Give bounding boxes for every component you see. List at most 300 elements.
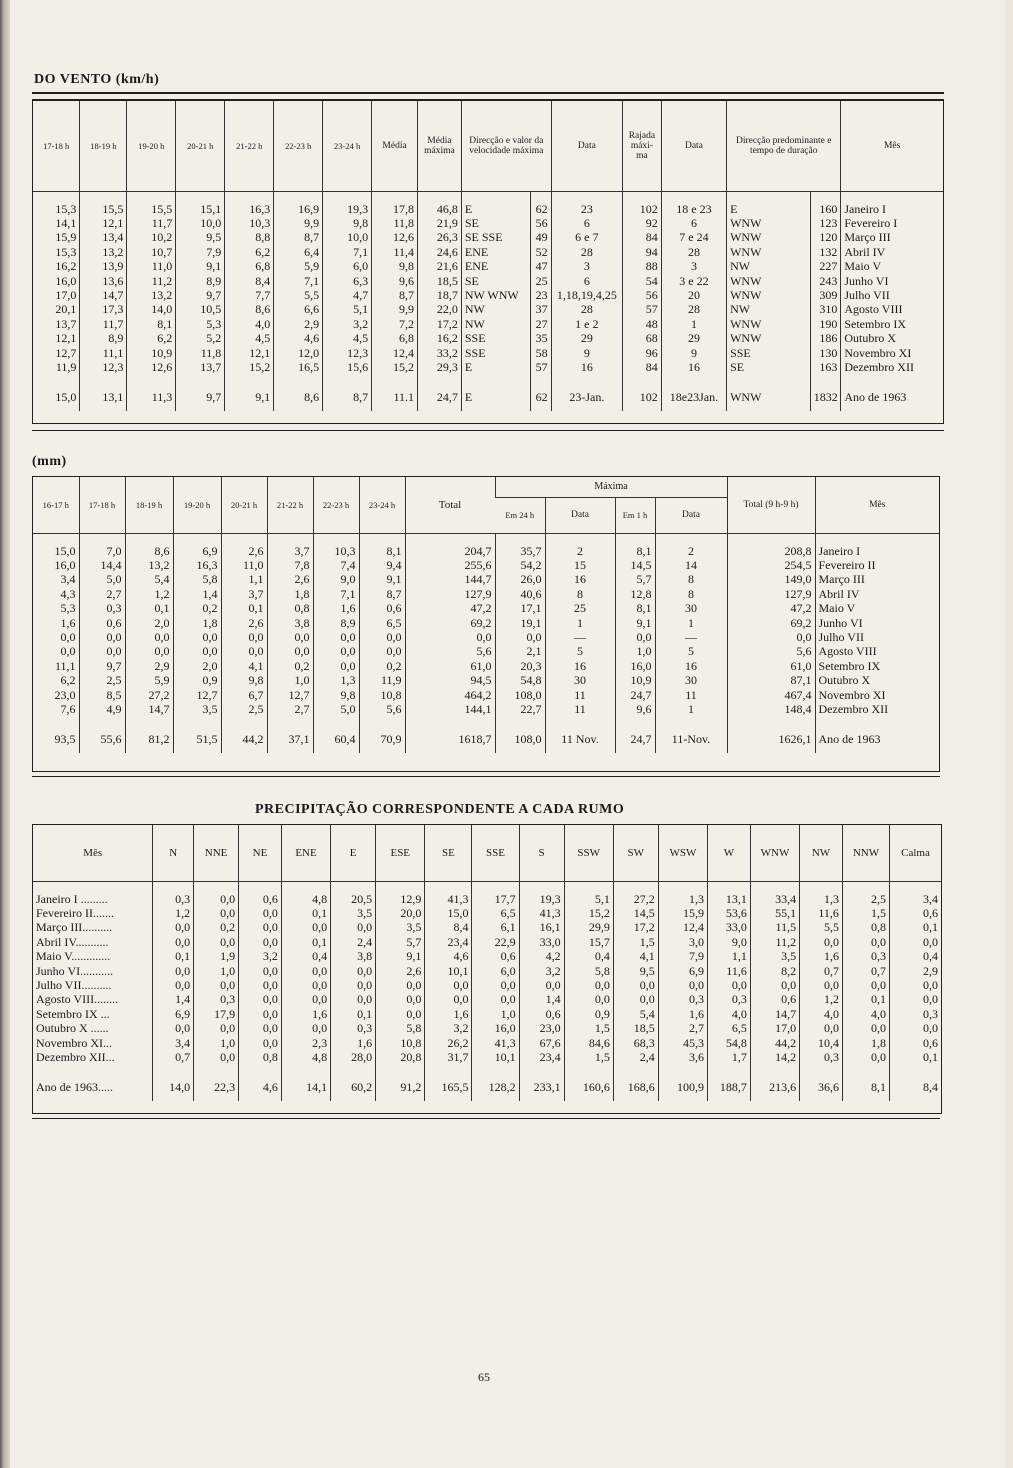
precip-cell: 0,0 [425, 992, 472, 1006]
rain-cell: 5,3 [60, 601, 76, 616]
rain-cell: 0,0 [359, 644, 405, 658]
precip-cell: 17,2 [613, 920, 658, 934]
precip-header-cell: ESE [376, 825, 425, 881]
rain-cell: 22,7 [495, 702, 545, 716]
precip-cell: 33,4 [750, 892, 799, 906]
precip-cell: 3,2 [519, 964, 564, 978]
wind-cell: 5,5 [274, 288, 323, 302]
precip-cell: 0,0 [842, 1050, 889, 1064]
precip-cell: 12,9 [376, 892, 425, 906]
precip-cell: 6,5 [472, 906, 519, 920]
spacer-cell [800, 1064, 843, 1074]
spacer-cell [531, 374, 551, 384]
wind-cell: 11,2 [127, 274, 176, 288]
wind-cell: 186 [810, 331, 841, 345]
rain-cell: Abril IV [815, 587, 939, 601]
precip-cell: Julho VII.......... [36, 977, 112, 992]
book-gutter [0, 0, 10, 1468]
wind-cell: 37 [531, 302, 551, 316]
rain-cell: 40,6 [495, 587, 545, 601]
wind-cell: 17,8 [372, 202, 418, 216]
rain-cell: 11 [545, 688, 615, 702]
spacer-cell [173, 716, 221, 726]
rain-cell: Julho VII [815, 630, 939, 644]
rain-cell: 1,0 [615, 644, 655, 658]
rain-cell: 14 [655, 558, 727, 572]
wind-cell: 19,3 [323, 202, 372, 216]
wind-cell: 28 [551, 302, 622, 316]
wind-cell: 22,0 [418, 302, 462, 316]
rain-cell: 3,4 [60, 572, 76, 587]
wind-cell: 4,0 [225, 317, 274, 331]
precip-cell: 0,0 [519, 978, 564, 992]
wind-cell: 9,8 [323, 216, 372, 230]
precip-cell: 0,0 [376, 992, 425, 1006]
rain-cell: 0,0 [313, 644, 359, 658]
wind-cell: 5,3 [176, 317, 225, 331]
precip-cell: 1,6 [281, 1007, 330, 1021]
spacer-cell [658, 1064, 707, 1074]
wind-header-cell: Direcção predominante e tempo de duração [727, 101, 841, 191]
precip-cell: 0,1 [281, 906, 330, 920]
precip-data-row [33, 964, 941, 978]
rain-data-row [33, 644, 939, 658]
precip-cell: 0,0 [239, 978, 282, 992]
rain-cell: 144,7 [405, 572, 495, 586]
rain-cell: 0,1 [221, 601, 267, 615]
rain-cell: 8,1 [359, 544, 405, 558]
wind-cell: 7,1 [274, 274, 323, 288]
rain-cell: 30 [655, 673, 727, 687]
precip-cell: 2,7 [658, 1021, 707, 1035]
wind-cell: 227 [810, 259, 841, 273]
precip-cell: 0,1 [281, 935, 330, 949]
spacer-cell [750, 1064, 799, 1074]
spacer-cell [313, 716, 359, 726]
precip-cell: 1,5 [613, 935, 658, 949]
wind-total-cell: 9,7 [176, 384, 225, 410]
wind-cell: 62 [531, 202, 551, 216]
wind-cell: WNW [727, 288, 811, 302]
wind-header-cell: 17-18 h [33, 101, 80, 191]
wind-cell: 3 [551, 259, 622, 273]
wind-cell: 15,2 [225, 360, 274, 374]
precip-cell: Janeiro I ......... [36, 891, 108, 906]
rain-cell: 2,1 [495, 644, 545, 658]
wind-cell: 12,0 [274, 346, 323, 360]
rain-cell: 3,5 [173, 702, 221, 716]
precip-cell: 6,9 [658, 964, 707, 978]
precip-cell: 3,4 [153, 1036, 194, 1050]
precip-cell: 0,3 [800, 1050, 843, 1064]
precip-cell: 31,7 [425, 1050, 472, 1064]
wind-cell: 18 e 23 [661, 202, 726, 216]
precip-cell: 17,0 [750, 1021, 799, 1035]
wind-cell: 9,1 [176, 259, 225, 273]
wind-cell: 15,1 [176, 202, 225, 216]
wind-cell: 15,5 [80, 202, 127, 216]
wind-cell: 23 [551, 202, 622, 216]
rain-cell: 16,3 [173, 558, 221, 572]
wind-cell: 14,0 [127, 302, 176, 316]
precip-cell: 0,0 [890, 1021, 941, 1035]
precip-cell: 0,0 [842, 935, 889, 949]
wind-cell: 9,9 [274, 216, 323, 230]
precip-data-row [33, 935, 941, 949]
precip-header-cell: Calma [890, 825, 941, 881]
wind-cell: 16,9 [274, 202, 323, 216]
wind-cell: 16,0 [55, 273, 77, 288]
rain-total-cell: 108,0 [495, 726, 545, 752]
spacer-cell [221, 716, 267, 726]
wind-cell: 28 [551, 245, 622, 259]
rain-cell: 12,7 [267, 688, 313, 702]
wind-cell: 33,2 [418, 346, 462, 360]
precip-cell: 0,4 [281, 949, 330, 963]
wind-cell: WNW [727, 274, 811, 288]
wind-total-cell: 8,7 [323, 384, 372, 410]
wind-cell: 4,5 [225, 331, 274, 345]
precip-table-box [32, 824, 942, 1114]
precip-total-cell: 8,4 [890, 1074, 941, 1100]
precip-cell: 0,0 [281, 920, 330, 934]
precip-cell: 1,0 [194, 964, 239, 978]
precip-cell: 17,7 [472, 892, 519, 906]
wind-cell: 9,5 [176, 230, 225, 244]
precip-cell: 0,1 [842, 992, 889, 1006]
wind-data-row [33, 216, 943, 230]
spacer-cell [80, 374, 127, 384]
rain-cell: 2,7 [267, 702, 313, 716]
rain-bottom-rule [32, 776, 940, 777]
precip-cell: 0,4 [890, 949, 941, 963]
rain-data-row [33, 587, 939, 601]
rain-cell: 6,7 [221, 688, 267, 702]
precip-table [33, 825, 941, 1101]
rain-cell: 0,0 [495, 630, 545, 644]
wind-cell: 15,2 [372, 360, 418, 374]
precip-cell: 0,0 [194, 1021, 239, 1035]
wind-cell: NW [461, 302, 530, 316]
spacer-cell [472, 1064, 519, 1074]
wind-cell: 6,6 [274, 302, 323, 316]
precip-cell: 0,0 [281, 992, 330, 1006]
wind-cell: 16 [551, 360, 622, 374]
wind-cell: 102 [623, 202, 662, 216]
rain-cell: 9,8 [221, 673, 267, 687]
precip-cell: 54,8 [708, 1036, 751, 1050]
precip-cell: 27,2 [613, 892, 658, 906]
precip-cell: 0,0 [472, 992, 519, 1006]
rain-cell: 13,2 [125, 558, 173, 572]
precip-total-cell: 213,6 [750, 1074, 799, 1100]
rain-total-row [33, 726, 939, 752]
precip-bottom-rule [32, 1118, 940, 1119]
rain-cell: 0,0 [727, 630, 815, 644]
wind-cell: 26,3 [418, 230, 462, 244]
rain-cell: 0,0 [79, 644, 125, 658]
rain-cell: 144,1 [405, 702, 495, 716]
spacer-cell [708, 1064, 751, 1074]
precip-cell: 0,7 [800, 964, 843, 978]
precip-cell: 0,0 [890, 978, 941, 992]
wind-table-head [33, 101, 943, 191]
rain-cell: 8 [545, 587, 615, 601]
precip-cell: 0,0 [658, 978, 707, 992]
rain-cell: 11 [545, 702, 615, 716]
precip-cell: 45,3 [658, 1036, 707, 1050]
precip-cell: 2,4 [613, 1050, 658, 1064]
wind-cell: 4,7 [323, 288, 372, 302]
precip-data-row [33, 1050, 941, 1064]
wind-cell: 24,6 [418, 245, 462, 259]
rain-cell: 5 [655, 644, 727, 658]
rain-cell: 8,1 [615, 544, 655, 558]
spacer-cell [810, 374, 841, 384]
rain-header-cell: 17-18 h [79, 477, 125, 533]
wind-cell: SE SSE [461, 230, 530, 244]
precip-cell: 1,0 [194, 1036, 239, 1050]
wind-cell: 12,4 [372, 346, 418, 360]
precip-cell: 14,5 [613, 906, 658, 920]
rain-cell: 15 [545, 558, 615, 572]
rain-header-cell: 23-24 h [359, 477, 405, 533]
wind-cell: Setembro IX [841, 317, 943, 331]
precip-cell: 0,8 [239, 1050, 282, 1064]
wind-cell: 9 [661, 346, 726, 360]
rain-header-cell: 16-17 h [33, 477, 79, 533]
spacer-cell [727, 374, 811, 384]
rain-header-cell: Em 24 h [495, 497, 545, 533]
precip-cell: 10,4 [800, 1036, 843, 1050]
rain-header-cell: Total [405, 477, 495, 533]
wind-cell: 15,3 [55, 201, 77, 216]
precip-cell: 1,0 [472, 1007, 519, 1021]
spacer-cell [125, 716, 173, 726]
precip-cell: 33,0 [708, 920, 751, 934]
wind-header-cell: 21-22 h [225, 101, 274, 191]
rain-cell: 5,6 [359, 702, 405, 716]
wind-cell: Novembro XI [841, 346, 943, 360]
rain-cell: 0,0 [173, 630, 221, 644]
precip-cell: 68,3 [613, 1036, 658, 1050]
spacer-cell [615, 716, 655, 726]
precip-total-cell: 14,1 [281, 1074, 330, 1100]
precip-data-row [33, 992, 941, 1006]
rain-cell: 1 [655, 616, 727, 630]
wind-cell: 94 [623, 245, 662, 259]
rain-total-cell: 81,2 [125, 726, 173, 752]
precip-header-cell: WSW [658, 825, 707, 881]
precip-header-cell: WNW [750, 825, 799, 881]
rain-total-cell: 11 Nov. [545, 726, 615, 752]
rain-cell: 20,3 [495, 659, 545, 673]
wind-cell: 28 [661, 245, 726, 259]
rain-cell: 14,7 [125, 702, 173, 716]
wind-cell: 52 [531, 245, 551, 259]
precip-cell: 2,4 [331, 935, 376, 949]
precip-cell: 15,9 [658, 906, 707, 920]
wind-cell: Fevereiro I [841, 216, 943, 230]
wind-cell: 6,0 [323, 259, 372, 273]
rain-data-row [33, 616, 939, 630]
precip-cell: Abril IV........... [36, 934, 109, 949]
precip-cell: 6,1 [472, 920, 519, 934]
wind-cell: 57 [531, 360, 551, 374]
precip-cell: 15,2 [564, 906, 613, 920]
rain-cell: 9,6 [615, 702, 655, 716]
rain-cell: 16,0 [615, 659, 655, 673]
wind-total-cell: 11,3 [127, 384, 176, 410]
rain-cell: 61,0 [727, 659, 815, 673]
precip-total-cell: 4,6 [239, 1074, 282, 1100]
rain-cell: 5,8 [173, 572, 221, 586]
wind-cell: 21,9 [418, 216, 462, 230]
wind-header-cell: 19-20 h [127, 101, 176, 191]
wind-cell: 11,8 [372, 216, 418, 230]
precip-data-row [33, 978, 941, 992]
precip-total-cell: 100,9 [658, 1074, 707, 1100]
wind-total-cell: 24,7 [418, 384, 462, 410]
rain-cell: 208,8 [727, 544, 815, 558]
wind-table [33, 101, 943, 411]
precip-cell: 0,2 [194, 920, 239, 934]
wind-cell: 13,9 [80, 259, 127, 273]
wind-cell: NW [727, 302, 811, 316]
rain-cell: 1 [655, 702, 727, 716]
rain-cell: — [655, 630, 727, 644]
wind-cell: 8,6 [225, 302, 274, 316]
precip-cell: 3,5 [331, 906, 376, 920]
wind-cell: 4,6 [274, 331, 323, 345]
precip-cell: 0,0 [750, 978, 799, 992]
wind-cell: 13,4 [80, 230, 127, 244]
rain-cell: 8,1 [615, 601, 655, 615]
rain-cell: 0,0 [125, 644, 173, 658]
wind-cell: 5,1 [323, 302, 372, 316]
precip-header-cell: SW [613, 825, 658, 881]
wind-cell: 11,7 [80, 317, 127, 331]
precip-cell: 9,5 [613, 964, 658, 978]
spacer-row [33, 533, 939, 544]
wind-cell: 10,5 [176, 302, 225, 316]
rain-cell: 54,8 [495, 673, 545, 687]
wind-total-cell: 15,0 [55, 390, 77, 405]
wind-cell: 11,1 [80, 346, 127, 360]
precip-table-head [33, 825, 941, 881]
precip-cell: 4,6 [425, 949, 472, 963]
wind-cell: 120 [810, 230, 841, 244]
precip-cell: 4,8 [281, 892, 330, 906]
spacer-cell [613, 1064, 658, 1074]
rain-cell: 0,0 [313, 659, 359, 673]
precip-cell: 0,0 [281, 1021, 330, 1035]
precip-cell: 0,0 [331, 992, 376, 1006]
wind-cell: 6,4 [274, 245, 323, 259]
wind-cell: 7,1 [323, 245, 372, 259]
precip-data-row [33, 892, 941, 906]
wind-cell: 16,2 [418, 331, 462, 345]
spacer-cell [405, 716, 495, 726]
precip-header-cell: ENE [281, 825, 330, 881]
rain-cell: 61,0 [405, 659, 495, 673]
wind-cell: SE [461, 274, 530, 288]
wind-cell: 7,9 [176, 245, 225, 259]
rain-cell: 0,0 [405, 630, 495, 644]
precip-cell: 20,5 [331, 892, 376, 906]
wind-total-cell: 8,6 [274, 384, 323, 410]
precip-cell: 0,1 [890, 920, 941, 934]
wind-cell: 123 [810, 216, 841, 230]
rain-cell: 0,8 [267, 601, 313, 615]
wind-cell: Agosto VIII [841, 302, 943, 316]
precip-cell: 55,1 [750, 906, 799, 920]
precip-cell: 0,0 [800, 978, 843, 992]
wind-cell: WNW [727, 331, 811, 345]
precip-cell: 0,0 [800, 935, 843, 949]
wind-cell: 54 [623, 274, 662, 288]
precip-header-cell: S [519, 825, 564, 881]
rain-cell: 9,1 [615, 616, 655, 630]
rain-cell: 1,3 [313, 673, 359, 687]
rain-header-cell: Máxima [495, 477, 727, 497]
precip-cell: 0,3 [194, 992, 239, 1006]
rain-cell: 10,3 [313, 544, 359, 558]
wind-total-cell: E [461, 384, 530, 410]
precip-cell: Março III.......... [36, 920, 113, 935]
spacer-cell [425, 1064, 472, 1074]
rain-cell: 0,0 [221, 644, 267, 658]
rain-cell: 204,7 [405, 544, 495, 558]
spacer-cell [545, 716, 615, 726]
rain-cell: 8 [655, 587, 727, 601]
precip-cell: 23,4 [519, 1050, 564, 1064]
rain-header-cell: Em 1 h [615, 497, 655, 533]
rain-cell: 54,2 [495, 558, 545, 572]
rain-cell: 0,0 [313, 630, 359, 644]
wind-data-row [33, 360, 943, 374]
precip-cell: 0,9 [564, 1007, 613, 1021]
spacer-cell [890, 1064, 941, 1074]
rain-cell: 24,7 [615, 688, 655, 702]
wind-cell: 15,6 [323, 360, 372, 374]
spacer-row [33, 716, 939, 726]
rain-cell: 16 [545, 572, 615, 586]
precip-cell: Agosto VIII........ [36, 992, 119, 1007]
rain-cell: 30 [655, 601, 727, 615]
wind-cell: 48 [623, 317, 662, 331]
wind-header-cell: 22-23 h [274, 101, 323, 191]
precip-total-cell: 91,2 [376, 1074, 425, 1100]
precip-cell: 5,7 [376, 935, 425, 949]
spacer-cell [376, 1064, 425, 1074]
wind-cell: 88 [623, 259, 662, 273]
rain-cell: 6,2 [60, 673, 76, 688]
wind-cell: 21,6 [418, 259, 462, 273]
wind-cell: 9,6 [372, 274, 418, 288]
rain-header-cell: Total (9 h-9 h) [727, 477, 815, 533]
rain-cell: 1,6 [313, 601, 359, 615]
wind-cell: 84 [623, 360, 662, 374]
precip-cell: 11,6 [800, 906, 843, 920]
precip-cell: 1,6 [800, 949, 843, 963]
precip-cell: 0,0 [376, 978, 425, 992]
spacer-row [33, 191, 943, 202]
wind-cell: Julho VII [841, 288, 943, 302]
rain-cell: 16 [545, 659, 615, 673]
wind-cell: 15,5 [127, 202, 176, 216]
rain-cell: 5,0 [79, 572, 125, 586]
